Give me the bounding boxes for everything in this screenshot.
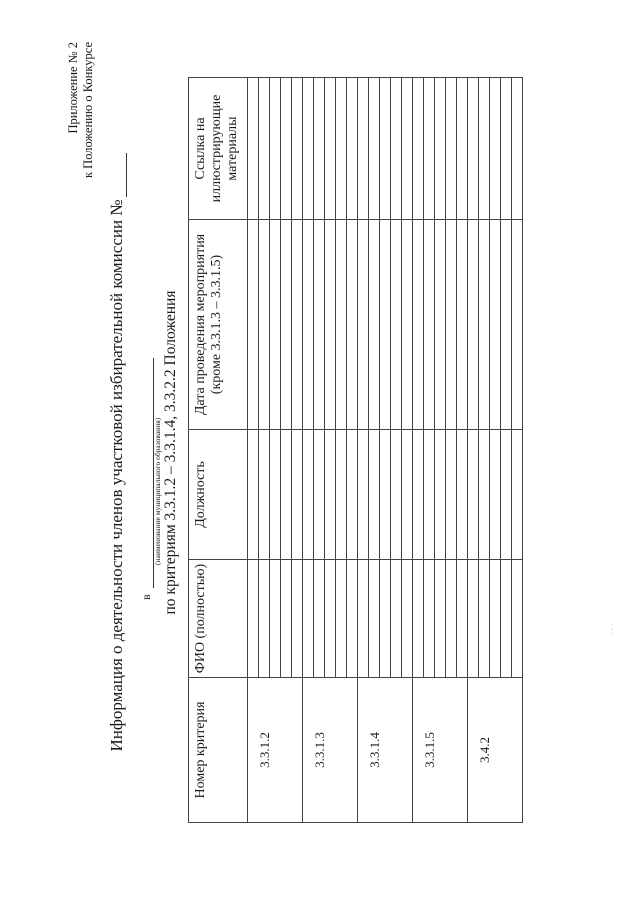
- header-criterion-number: Номер критерия: [189, 678, 248, 823]
- table-row: [248, 78, 259, 823]
- criterion-cell: 3.3.1.5: [413, 678, 468, 823]
- commission-number-blank: [111, 153, 127, 197]
- table-header-row: [189, 78, 248, 823]
- appendix-reference: к Положению о Конкурсе: [81, 42, 95, 179]
- header-event-date: Дата проведения мероприятия (кроме 3.3.1.3 – 3.3.1.5): [189, 220, 248, 430]
- criteria-subtitle: по критериям 3.3.1.2 – 3.3.1.4, 3.3.2.2 Положения: [162, 290, 179, 615]
- municipality-blank: [140, 358, 154, 588]
- municipality-prefix: в: [139, 594, 153, 600]
- table-row: [303, 78, 314, 823]
- header-materials-link: Ссылка на иллюстрирующие материалы: [189, 78, 248, 220]
- table-row: [358, 78, 369, 823]
- criterion-cell: 3.3.1.4: [358, 678, 413, 823]
- faint-scan-mark: · · ·: [608, 623, 617, 635]
- header-position: Должность: [189, 430, 248, 560]
- municipality-line: [139, 358, 154, 600]
- criterion-cell: 3.4.2: [468, 678, 523, 823]
- appendix-number: Приложение № 2: [66, 42, 80, 134]
- criterion-cell: 3.3.1.2: [248, 678, 303, 823]
- table-row: [468, 78, 479, 823]
- header-full-name: ФИО (полностью): [189, 560, 248, 678]
- table-row: [413, 78, 424, 823]
- document-title: [107, 0, 127, 905]
- criterion-cell: 3.3.1.3: [303, 678, 358, 823]
- info-table: [188, 77, 523, 823]
- municipality-caption: (наименование муниципального образования): [153, 417, 162, 565]
- appendix-note: [66, 42, 96, 178]
- title-text: Информация о деятельности членов участковой избирательной комиссии №: [107, 199, 126, 752]
